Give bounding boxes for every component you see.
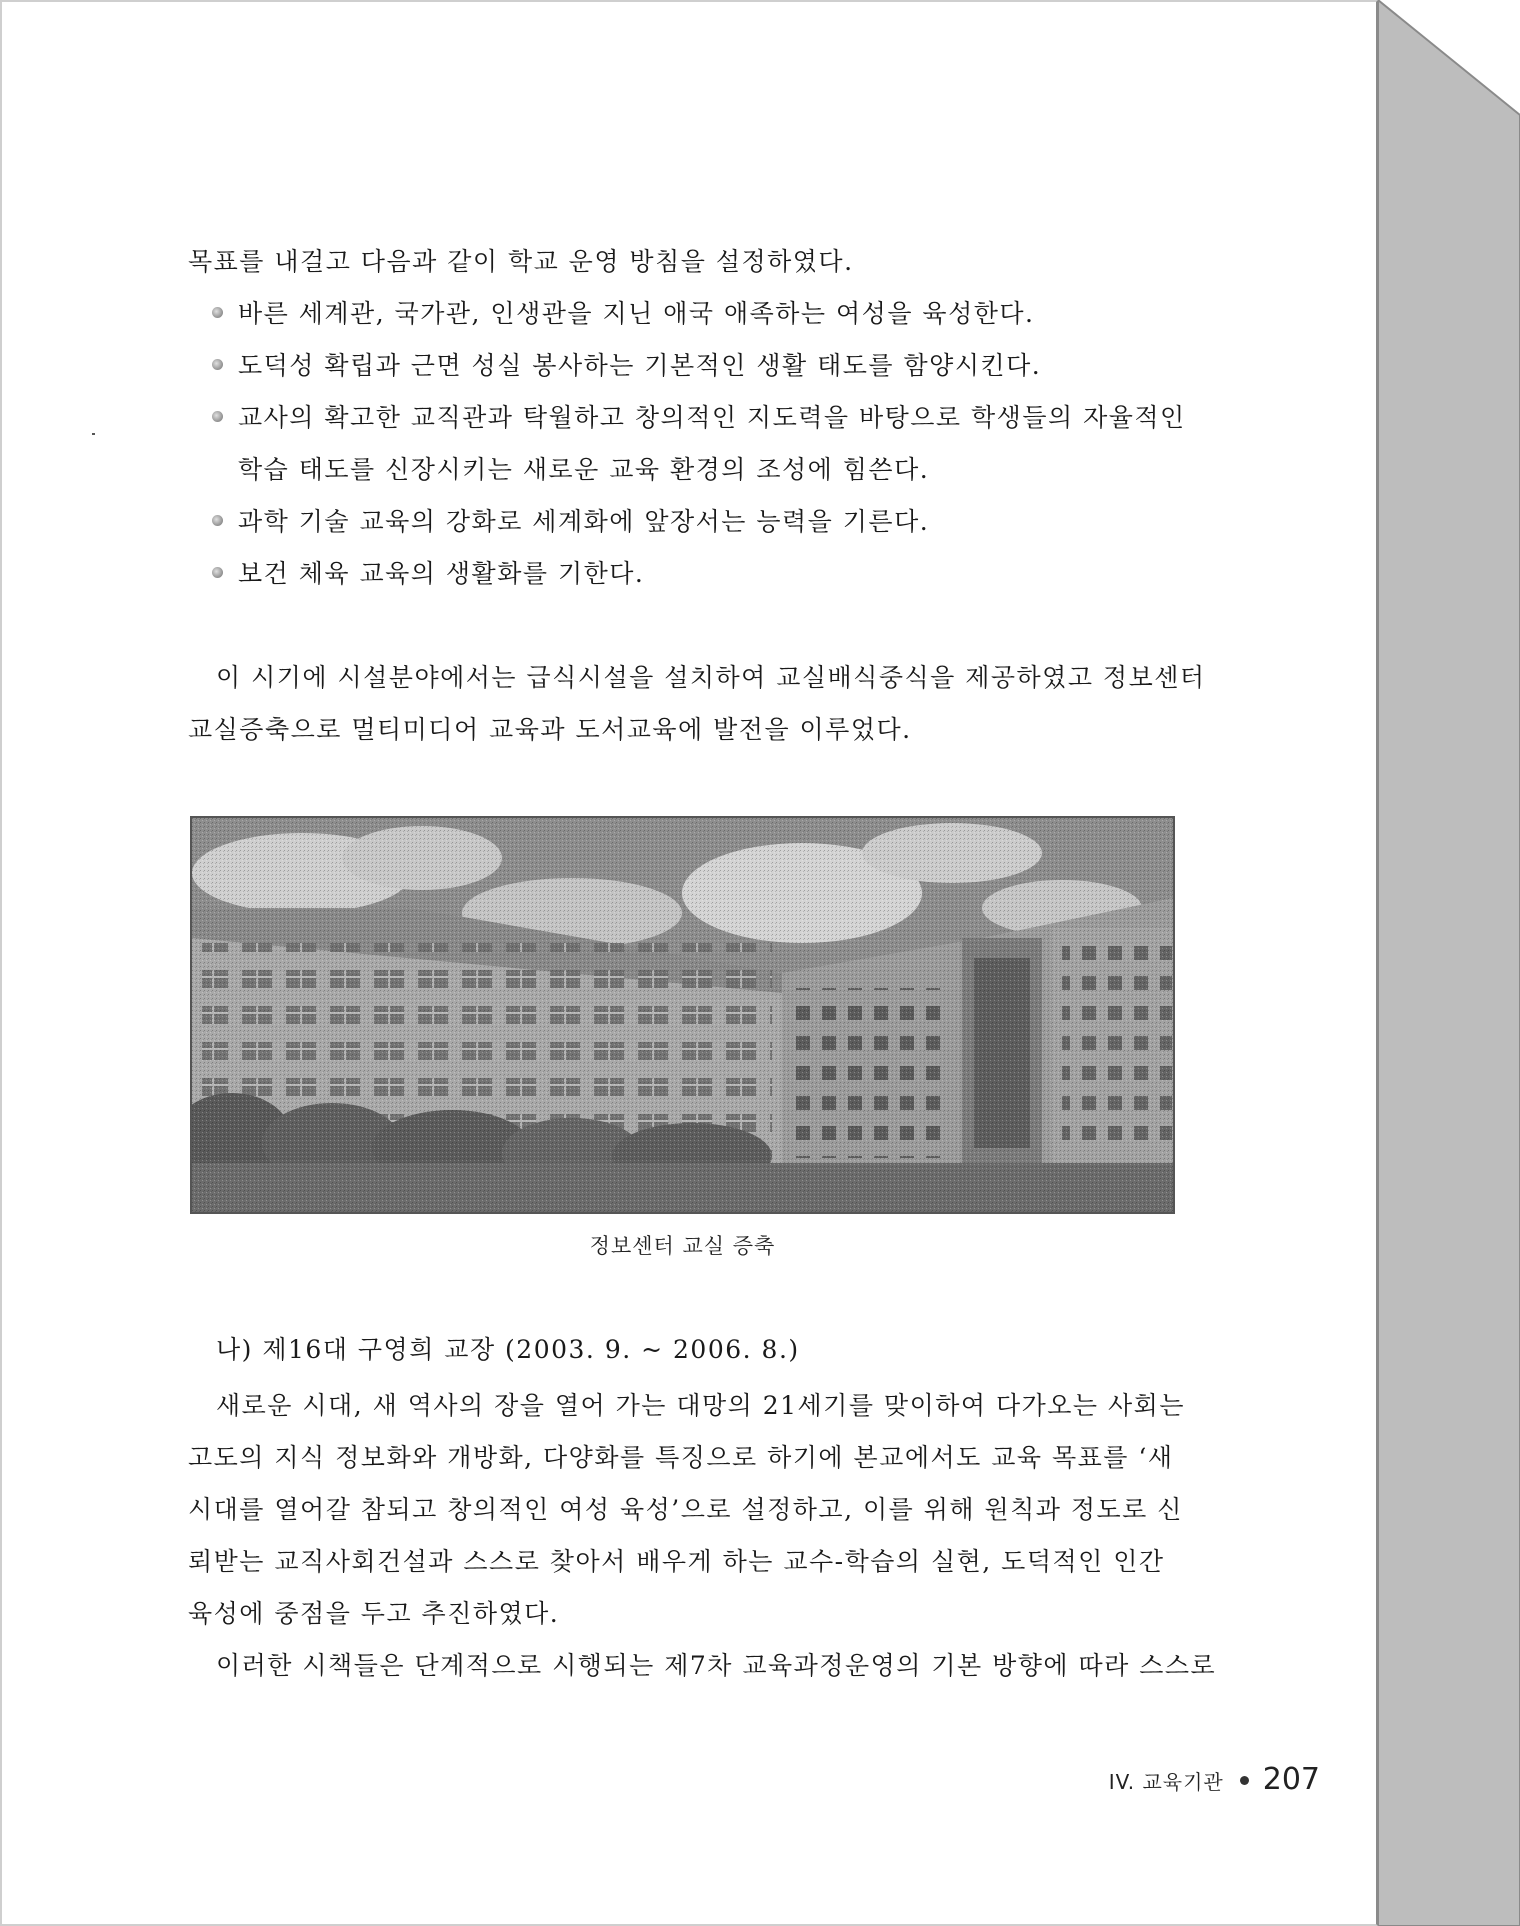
building-photo-illustration: [192, 818, 1173, 1212]
policy-text: 바른 세계관, 국가관, 인생관을 지닌 애국 애족하는 여성을 육성한다.: [238, 299, 1035, 328]
bullet-icon: [212, 307, 223, 318]
bullet-icon: [212, 515, 223, 526]
book-page-edge: [1378, 0, 1520, 1926]
policy-text: 과학 기술 교육의 강화로 세계화에 앞장서는 능력을 기른다.: [238, 507, 930, 536]
footer-bullet-icon: [1240, 1776, 1249, 1785]
policy-item: [188, 288, 1188, 340]
paragraph-line: 뢰받는 교직사회건설과 스스로 찾아서 배우게 하는 교수-학습의 실현, 도덕적인 인간: [188, 1547, 1165, 1576]
photo-caption: 정보센터 교실 증축: [589, 1234, 776, 1258]
policy-text: 도덕성 확립과 근면 성실 봉사하는 기본적인 생활 태도를 함양시킨다.: [238, 351, 1042, 380]
policy-item: [188, 496, 1188, 548]
principal-paragraph: [188, 1380, 1217, 1692]
paragraph-line: 이러한 시책들은 단계적으로 시행되는 제7차 교육과정운영의 기본 방향에 따라 스스로: [216, 1651, 1217, 1680]
section-subheading: 나) 제16대 구영희 교장 (2003. 9. ~ 2006. 8.): [216, 1335, 800, 1364]
paragraph-line: 새로운 시대, 새 역사의 장을 열어 가는 대망의 21세기를 맞이하여 다가오는 사회는: [216, 1391, 1185, 1420]
paragraph-line: 시대를 열어갈 참되고 창의적인 여성 육성’으로 설정하고, 이를 위해 원칙과 정도로 신: [188, 1495, 1183, 1524]
bullet-icon: [212, 567, 223, 578]
policy-item: [188, 392, 1188, 444]
policy-item: [188, 548, 1188, 600]
scan-speck: [92, 433, 95, 435]
page-footer: [1109, 1762, 1320, 1797]
bullet-icon: [212, 359, 223, 370]
building-photo: [190, 816, 1175, 1214]
policy-item: [188, 340, 1188, 392]
page-number: 207: [1262, 1762, 1320, 1797]
paragraph-line: 교실증축으로 멀티미디어 교육과 도서교육에 발전을 이루었다.: [188, 715, 912, 744]
bullet-icon: [212, 411, 223, 422]
policy-section: [188, 236, 1188, 600]
paragraph-line: 고도의 지식 정보화와 개방화, 다양화를 특징으로 하기에 본교에서도 교육 목표를 ‘새: [188, 1443, 1174, 1472]
footer-section-title: IV. 교육기관: [1108, 1770, 1224, 1794]
paragraph-line: 이 시기에 시설분야에서는 급식시설을 설치하여 교실배식중식을 제공하였고 정보센터: [216, 663, 1206, 692]
intro-line: 목표를 내걸고 다음과 같이 학교 운영 방침을 설정하였다.: [188, 247, 854, 276]
facility-paragraph: [188, 652, 1206, 756]
policy-text: 보건 체육 교육의 생활화를 기한다.: [238, 559, 645, 588]
paragraph-line: 육성에 중점을 두고 추진하였다.: [188, 1599, 560, 1628]
policy-text: 교사의 확고한 교직관과 탁월하고 창의적인 지도력을 바탕으로 학생들의 자율적인: [238, 403, 1186, 432]
policy-text-continued: 학습 태도를 신장시키는 새로운 교육 환경의 조성에 힘쓴다.: [238, 455, 930, 484]
